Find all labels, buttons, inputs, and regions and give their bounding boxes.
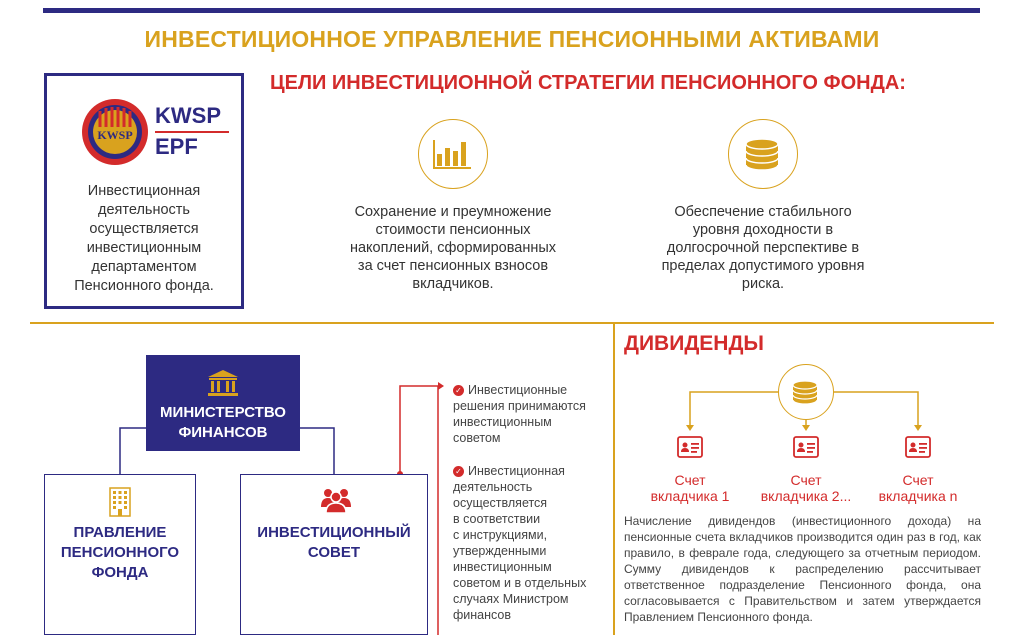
dividends-description: Начисление дивидендов (инвестиционного дохода) на пенсионные счета вкладчиков производится один раз в год, как правило, в феврале года, следующего за отчетным периодом. Сумму дивидендов к распределению рассчитывает ответственное подразделение Пенсионного фонда, она согласовывается с Правительством и затем утверждается Правлением Пенсионного фонда. [624,514,981,624]
logo-kwsp: KWSP [155,103,221,128]
ministry-label: МИНИСТЕРСТВО ФИНАНСОВ [160,404,286,441]
office-building-icon [109,487,131,517]
bullet-decisions: ✓ Инвестиционные решения принимаются инвестиционным советом [453,383,586,445]
account-card-icon [905,436,931,458]
council-label: ИНВЕСТИЦИОННЫЙ СОВЕТ [257,524,411,561]
account-label-n: Счет вкладчика n [878,472,958,504]
check-icon: ✓ [453,466,464,477]
goal-text-1: Сохранение и преумножение стоимости пенсионных накоплений, сформированных за счет пенсионных взносов вкладчиков. [349,204,557,292]
investment-council-box [240,474,428,635]
emblem-text: KWSP [97,128,133,142]
goals-title: ЦЕЛИ ИНВЕСТИЦИОННОЙ СТРАТЕГИИ ПЕНСИОННОГО ФОНДА: [270,72,906,94]
logo-epf: EPF [155,134,198,159]
board-label: ПРАВЛЕНИЕ ПЕНСИОННОГО ФОНДА [60,524,180,581]
dividends-title: ДИВИДЕНДЫ [624,332,764,355]
ministry-of-finance-box [146,355,300,451]
dividend-coins-icon [778,364,834,420]
account-card-icon [793,436,819,458]
account-card-icon [677,436,703,458]
people-group-icon [319,485,353,513]
account-label-1: Счет вкладчика 1 [650,472,730,504]
check-icon: ✓ [453,385,464,396]
account-label-2: Счет вкладчика 2... [760,472,852,504]
goal-text-2: Обеспечение стабильного уровня доходности в долгосрочной перспективе в пределах допустимого уровня риска. [661,204,865,292]
bullet-activity: ✓ Инвестиционная деятельность осуществляется в соответствии с инструкциями, утвержденными инвестиционным советом и в отдельных случаях Министром финансов [453,464,587,622]
pension-fund-board-box [44,474,196,635]
logo-description: Инвестиционная деятельность осуществляется инвестиционным департаментом Пенсионного фонда. [74,183,214,294]
government-building-icon [207,369,239,397]
page-title: ИНВЕСТИЦИОННОЕ УПРАВЛЕНИЕ ПЕНСИОННЫМИ АКТИВАМИ [144,26,880,52]
